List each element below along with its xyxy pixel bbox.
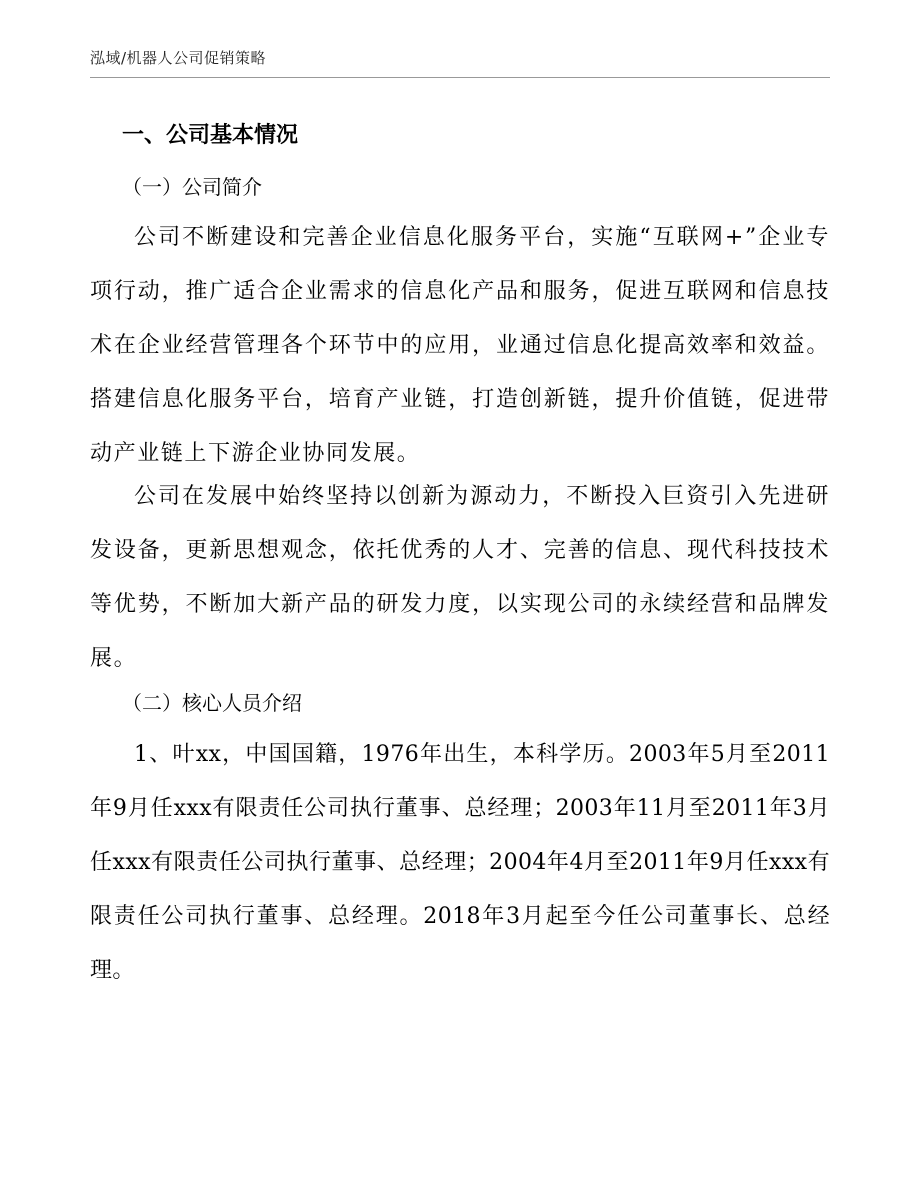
- subsection-heading-core-personnel: （二）核心人员介绍: [122, 691, 302, 715]
- section-heading: 一、公司基本情况: [122, 123, 299, 148]
- company-intro-paragraph-1: 公司不断建设和完善企业信息化服务平台，实施“互联网+”企业专项行动，推广适合企业需求的信息化产品和服务，促进互联网和信息技术在企业经营管理各个环节中的应用，业通过信息化提高效率和效益。搭建信息化服务平台，培育产业链，打造创新链，提升价值链，促进带动产业链上下游企业协同发展。: [90, 225, 830, 466]
- core-personnel-paragraph-1: 1、叶xx，中国国籍，1976年出生，本科学历。2003年5月至2011年9月任xxx有限责任公司执行董事、总经理；2003年11月至2011年3月任xxx有限责任公司执行董事、总经理；2004年4月至2011年9月任xxx有限责任公司执行董事、总经理。2018年3月起至今任公司董事长、总经理。: [90, 742, 830, 983]
- header-divider: [90, 77, 830, 78]
- subsection-heading-company-intro: （一）公司简介: [122, 175, 262, 199]
- company-intro-paragraph-2: 公司在发展中始终坚持以创新为源动力，不断投入巨资引入先进研发设备，更新思想观念，依托优秀的人才、完善的信息、现代科技技术等优势，不断加大新产品的研发力度，以实现公司的永续经营和品牌发展。: [90, 484, 830, 671]
- running-header: 泓域/机器人公司促销策略: [90, 49, 267, 67]
